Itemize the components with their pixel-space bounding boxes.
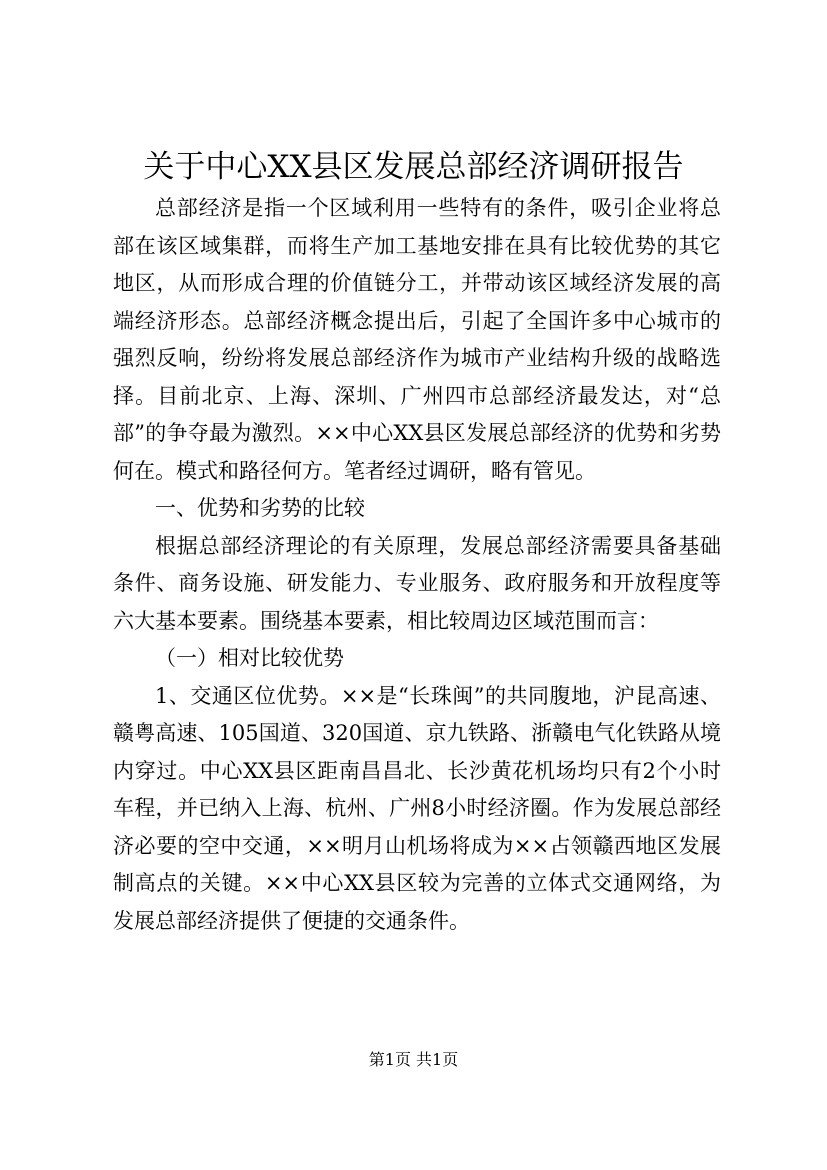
document-body: [113, 190, 721, 940]
page-number-footer: 第1页 共1页: [368, 1050, 459, 1069]
transport-advantage-paragraph: 1、交通区位优势。××是“长珠闽”的共同腹地，沪昆高速、赣粤高速、105国道、320国道、京九铁路、浙赣电气化铁路从境内穿过。中心XX县区距南昌昌北、长沙黄花机场均只有2个小时车程，并已纳入上海、杭州、广州8小时经济圈。作为发展总部经济必要的空中交通，××明月山机场将成为××占领赣西地区发展制高点的关键。××中心XX县区较为完善的立体式交通网络，为发展总部经济提供了便捷的交通条件。: [113, 683, 721, 933]
subsection-heading-relative-advantages: （一）相对比较优势: [155, 646, 344, 670]
intro-paragraph: 总部经济是指一个区域利用一些特有的条件，吸引企业将总部在该区域集群，而将生产加工基地安排在具有比较优势的其它地区，从而形成合理的价值链分工，并带动该区域经济发展的高端经济形态。总部经济概念提出后，引起了全国许多中心城市的强烈反响，纷纷将发展总部经济作为城市产业结构升级的战略选择。目前北京、上海、深圳、广州四市总部经济最发达，对“总部”的争夺最为激烈。××中心XX县区发展总部经济的优势和劣势何在。模式和路径何方。笔者经过调研，略有管见。: [113, 196, 721, 483]
document-title: 关于中心XX县区发展总部经济调研报告: [143, 149, 684, 185]
requirements-paragraph: 根据总部经济理论的有关原理，发展总部经济需要具备基础条件、商务设施、研发能力、专业服务、政府服务和开放程度等六大基本要素。围绕基本要素，相比较周边区域范围而言：: [113, 533, 721, 633]
section-heading-advantages-disadvantages: 一、优势和劣势的比较: [155, 496, 365, 520]
